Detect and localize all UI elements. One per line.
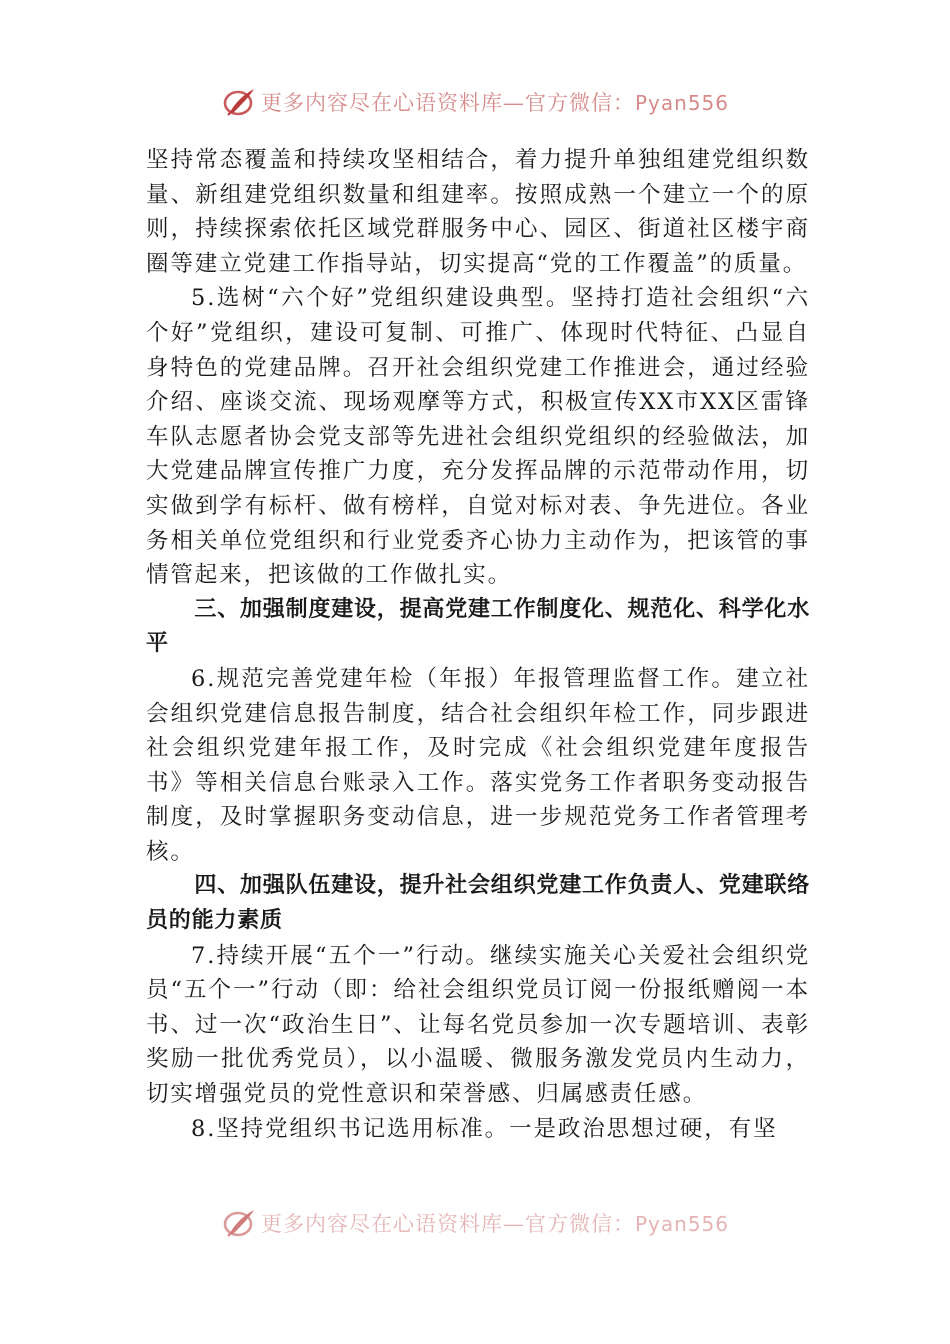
section-heading-4: 四、加强队伍建设，提升社会组织党建工作负责人、党建联络员的能力素质 <box>146 873 810 934</box>
section-heading-3: 三、加强制度建设，提高党建工作制度化、规范化、科学化水平 <box>146 596 810 657</box>
watermark-text: 更多内容尽在心语资料库—官方微信：Pyan556 <box>260 1212 729 1236</box>
paragraph-1: 坚持常态覆盖和持续攻坚相结合，着力提升单独组建党组织数量、新组建党组织数量和组建率。按照成熟一个建立一个的原则，持续探索依托区域党群服务中心、园区、街道社区楼宇商圈等建立党建工作指导站，切实提高“党的工作覆盖”的质量。 <box>146 147 810 277</box>
watermark-handle: Pyan556 <box>634 1212 729 1236</box>
watermark-handle: Pyan556 <box>634 91 729 115</box>
header-watermark <box>0 82 950 122</box>
quill-logo-icon <box>221 86 257 118</box>
paragraph-3: 6.规范完善党建年检（年报）年报管理监督工作。建立社会组织党建信息报告制度，结合社会组织年检工作，同步跟进社会组织党建年报工作，及时完成《社会组织党建年度报告书》等相关信息台账录入工作。落实党务工作者职务变动报告制度，及时掌握职务变动信息，进一步规范党务工作者管理考核。 <box>146 665 810 865</box>
document-body <box>146 143 810 1146</box>
paragraph-5: 8.坚持党组织书记选用标准。一是政治思想过硬，有坚 <box>191 1115 778 1142</box>
paragraph-2: 5.选树“六个好”党组织建设典型。坚持打造社会组织“六个好”党组织，建设可复制、可推广、体现时代特征、凸显自身特色的党建品牌。召开社会组织党建工作推进会，通过经验介绍、座谈交流、现场观摩等方式，积极宣传XX市XX区雷锋车队志愿者协会党支部等先进社会组织党组织的经验做法，加大党建品牌宣传推广力度，充分发挥品牌的示范带动作用，切实做到学有标杆、做有榜样，自觉对标对表、争先进位。各业务相关单位党组织和行业党委齐心协力主动作为，把该管的事情管起来，把该做的工作做扎实。 <box>146 285 810 589</box>
paragraph-4: 7.持续开展“五个一”行动。继续实施关心关爱社会组织党员“五个一”行动（即：给社会组织党员订阅一份报纸赠阅一本书、过一次“政治生日”、让每名党员参加一次专题培训、表彰奖励一批优秀党员），以小温暖、微服务激发党员内生动力，切实增强党员的党性意识和荣誉感、归属感责任感。 <box>146 942 810 1108</box>
quill-logo-icon <box>221 1207 257 1239</box>
watermark-text: 更多内容尽在心语资料库—官方微信：Pyan556 <box>260 91 729 115</box>
footer-watermark <box>0 1203 950 1243</box>
